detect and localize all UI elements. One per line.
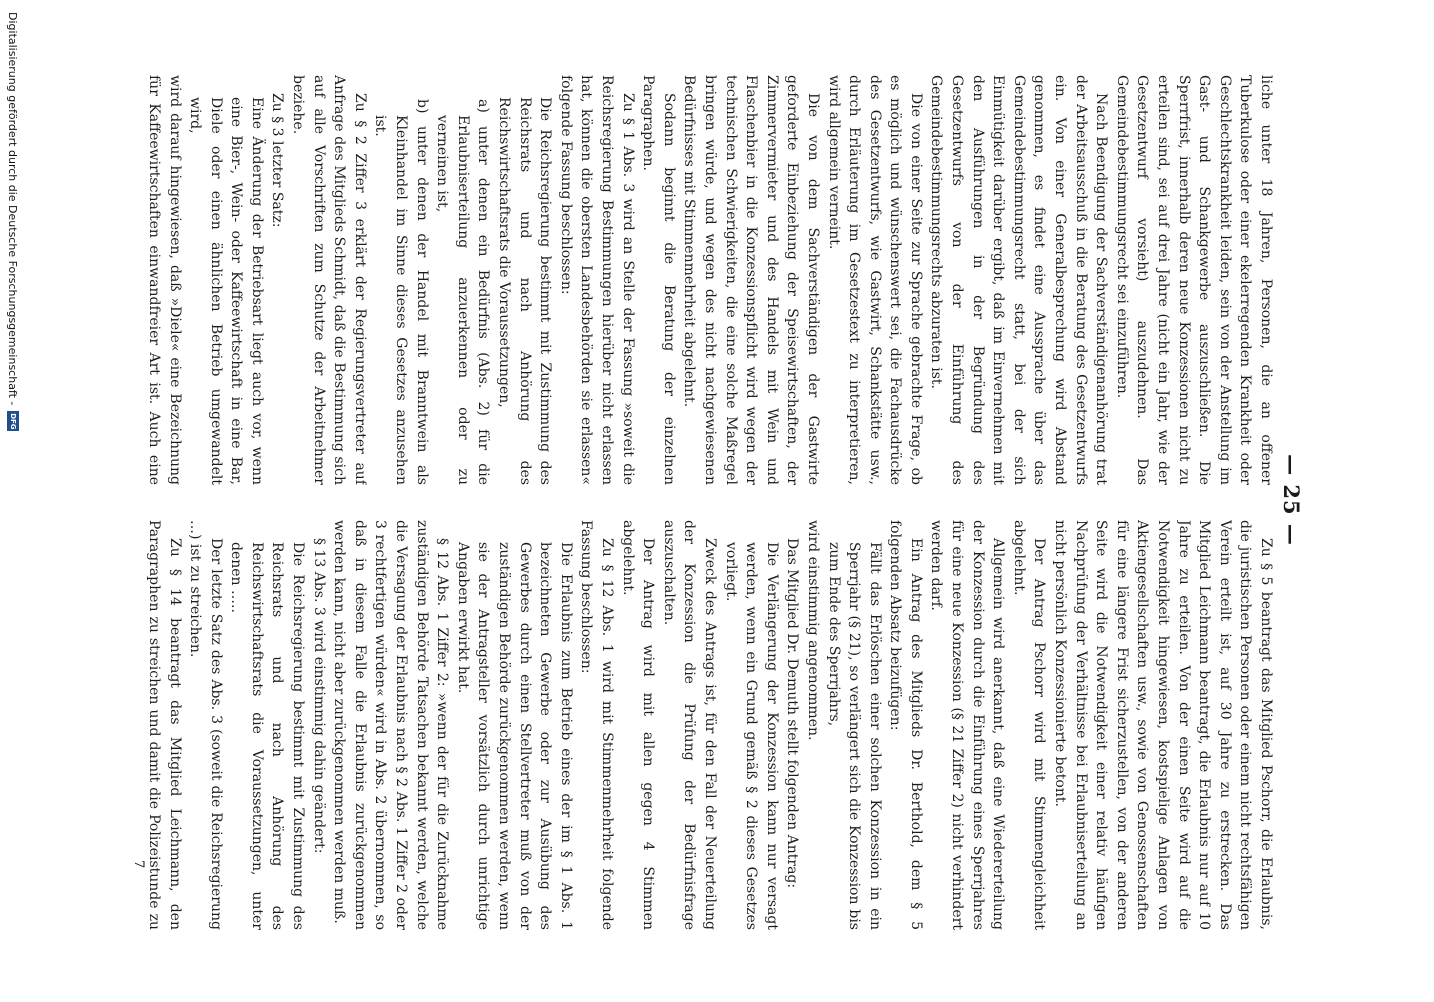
paragraph: a) unter denen ein Bedürfnis (Abs. 2) für die Erlaubniserteilung anzuerkennen oder zu verneinen ist, bbox=[434, 99, 492, 485]
paragraph: Zu § 2 Ziffer 3 erklärt der Regierungsvertreter auf Anfrage des Mitglieds Schmidt, daß die Bestimmung sich auf alle Vorschriften zum Schutze der Arbeitnehmer beziehe. bbox=[290, 75, 368, 485]
digitization-footer bbox=[4, 12, 22, 1002]
paragraph: Eine Änderung der Betriebsart liegt auch vor, wenn eine Bier-, Wein- oder Kaffeewirtschaft in eine Bar, Diele oder einen ähnlichen Betrieb umgewandelt wird, bbox=[187, 97, 265, 485]
paragraph: wird darauf hingewiesen, daß »Diele« eine Bezeichnung für Kaffeewirtschaften einwandfreier Art ist. Auch eine bbox=[146, 75, 183, 485]
paragraph: § 13 Abs. 3 wird einstimmig dahin geändert: bbox=[310, 538, 327, 854]
paragraph: Die Reichsregierung bestimmt mit Zustimmung des Reichsrats und nach Anhörung des Reichswirtschaftsrats die Voraussetzungen, bbox=[496, 97, 554, 485]
paragraph: Zu § 12 Abs. 1 wird mit Stimmenmehrheit folgende Fassung beschlossen: bbox=[578, 520, 615, 930]
paragraph: b) unter denen der Handel mit Branntwein als Kleinhandel im Sinne dieses Gesetzes anzusehen ist. bbox=[372, 99, 430, 485]
paragraph: Ein Antrag des Mitglieds Dr. Berthold, dem § 5 folgenden Absatz beizufügen: bbox=[887, 520, 924, 930]
paragraph: Zu § 14 beantragt das Mitglied Leichmann, den Paragraphen zu streichen und damit die Polizeistunde zu bbox=[146, 520, 183, 930]
paragraph: Der Antrag Pschorr wird mit Stimmengleichheit abgelehnt. bbox=[1010, 520, 1048, 930]
paragraph: Allgemein wird anerkannt, daß eine Wiedererteilung der Konzession durch die Einführung eines Sperrjahres für eine neue Konzession (§ 21 Ziffer 2) nicht verhindert werden darf. bbox=[928, 520, 1007, 930]
paragraph: Die von dem Sachverständigen der Gastwirte geforderte Einbeziehung der Speisewirtschaften, der Zimmervermieter und des Handels mit Wein und Flaschenbier in die Konzessionspflicht wird wegen der technischen Schwierigkeiten, die eine solche Maßregel bringen würde, und wegen des nicht nachgewiesenen Bedürfnisses mit Stimmenmehrheit abgelehnt. bbox=[681, 75, 821, 485]
dfg-logo-icon: DFG bbox=[9, 413, 17, 430]
paragraph: Fällt das Erlöschen einer solchen Konzession in ein Sperrjahr (§ 21), so verlängert sich die Konzession bis zum Ende des Sperrjahrs, bbox=[825, 542, 883, 930]
funding-note: Digitalisierung gefördert durch die Deutsche Forschungsgemeinschaft - bbox=[6, 12, 20, 406]
paragraph: Nach Beendigung der Sachverständigenanhörung trat der Arbeitsausschuß in die Beratung des Gesetzentwurfs ein. Von einer Generalbesprechung wird Abstand genommen, es findet eine Aussprache über das Gemeindebestimmungsrecht statt, bei der sich Einmütigkeit darüber ergibt, daß im Einvernehmen mit den Ausführungen in der Begründung des Gesetzentwurfs von der Einführung des Gemeindebestimmungsrechts abzuraten ist. bbox=[928, 75, 1110, 485]
paragraph: Der letzte Satz des Abs. 3 (soweit die Reichsregierung …) ist zu streichen. bbox=[187, 520, 224, 930]
paragraph: Die Erlaubnis zum Betrieb eines der im § 1 Abs. 1 bezeichneten Gewerbe oder zur Ausübung des Gewerbes durch einen Stellvertreter muß von der zuständigen Behörde zurückgenommen werden, wenn sie der Antragsteller vorsätzlich durch unrichtige Angaben erwirkt hat. bbox=[454, 542, 574, 930]
paragraph: Die von einer Seite zur Sprache gebrachte Frage, ob es möglich und wünschenswert sei, die Fachausdrücke des Gesetzentwurfs, wie Gastwirt, Schankstätte usw., durch Erläuterung im Gesetzestext zu interpretieren, wird allgemein verneint. bbox=[825, 75, 924, 485]
left-column bbox=[146, 75, 1276, 485]
page-number: — 25 — bbox=[1279, 454, 1304, 546]
paragraph: Die Verlängerung der Konzession kann nur versagt werden, wenn ein Grund gemäß § 2 dieses Gesetzes vorliegt. bbox=[722, 542, 780, 930]
paragraph: wird einstimmig angenommen. bbox=[804, 520, 821, 741]
paragraph: Das Mitglied Dr. Demuth stellt folgenden Antrag: bbox=[784, 538, 801, 889]
paragraph: Zu § 3 letzter Satz: bbox=[269, 93, 286, 228]
paragraph: Die Reichsregierung bestimmt mit Zustimmung des Reichsrats und nach Anhörung des Reichswirtschaftsrats die Voraussetzungen, unter denen ….. bbox=[228, 542, 307, 930]
paragraph: Zu § 1 Abs. 3 wird an Stelle der Fassung »soweit die Reichsregierung Bestimmungen hierüber nicht erlassen hat, können die obersten Landesbehörden sie erlassen« folgende Fassung beschlossen: bbox=[557, 75, 636, 485]
paragraph: Zu § 5 beantragt das Mitglied Pschorr, die Erlaubnis, die juristischen Personen oder einem nicht rechtsfähigen Verein erteilt ist, auf 30 Jahre zu erstrecken. Das Mitglied Leichmann beantragt, die Erlaubnis nur auf 10 Jahre zu erteilen. Von der einen Seite wird auf die Notwendigkeit hingewiesen, kostspielige Anlagen von Aktiengesellschaften usw., sowie von Genossenschaften für eine längere Frist sicherzustellen, von der anderen Seite wird die Notwendigkeit einer relativ häufigen Nachprüfung der Verhältnisse bei Erlaubniserteilung an nicht persönlich Konzessionierte betont. bbox=[1052, 520, 1274, 930]
paragraph: Zweck des Antrags ist, für den Fall der Neuerteilung der Konzession die Prüfung der Bedürfnisfrage auszuschalten. bbox=[660, 520, 718, 930]
paragraph: Der Antrag wird mit allen gegen 4 Stimmen abgelehnt. bbox=[619, 520, 657, 930]
paragraph: Sodann beginnt die Beratung der einzelnen Paragraphen. bbox=[640, 75, 677, 485]
right-column bbox=[146, 520, 1276, 930]
sheet-number: 7 bbox=[131, 860, 146, 869]
paragraph: liche unter 18 Jahren, Personen, die an offener Tuberkulose oder einer ekelerregenden Krankheit oder Geschlechtskrankheit leiden, sein von der Anstellung im Gast- und Schankgewerbe auszuschließen. Die Sperrfrist, innerhalb deren neue Konzessionen nicht zu erteilen sind, sei auf drei Jahre (nicht ein Jahr, wie der Gesetzentwurf vorsieht) auszudehnen. Das Gemeindebestimmungsrecht sei einzuführen. bbox=[1113, 75, 1274, 485]
paragraph: § 12 Abs. 1 Ziffer 2: »wenn der für die Zurücknahme zuständigen Behörde Tatsachen bekannt werden, welche die Versagung der Erlaubnis nach § 2 Abs. 1 Ziffer 2 oder 3 rechtfertigen würden« wird in Abs. 2 übernommen, so daß in diesem Falle die Erlaubnis zurückgenommen werden kann, nicht aber zurückgenommen werden muß. bbox=[331, 520, 451, 930]
